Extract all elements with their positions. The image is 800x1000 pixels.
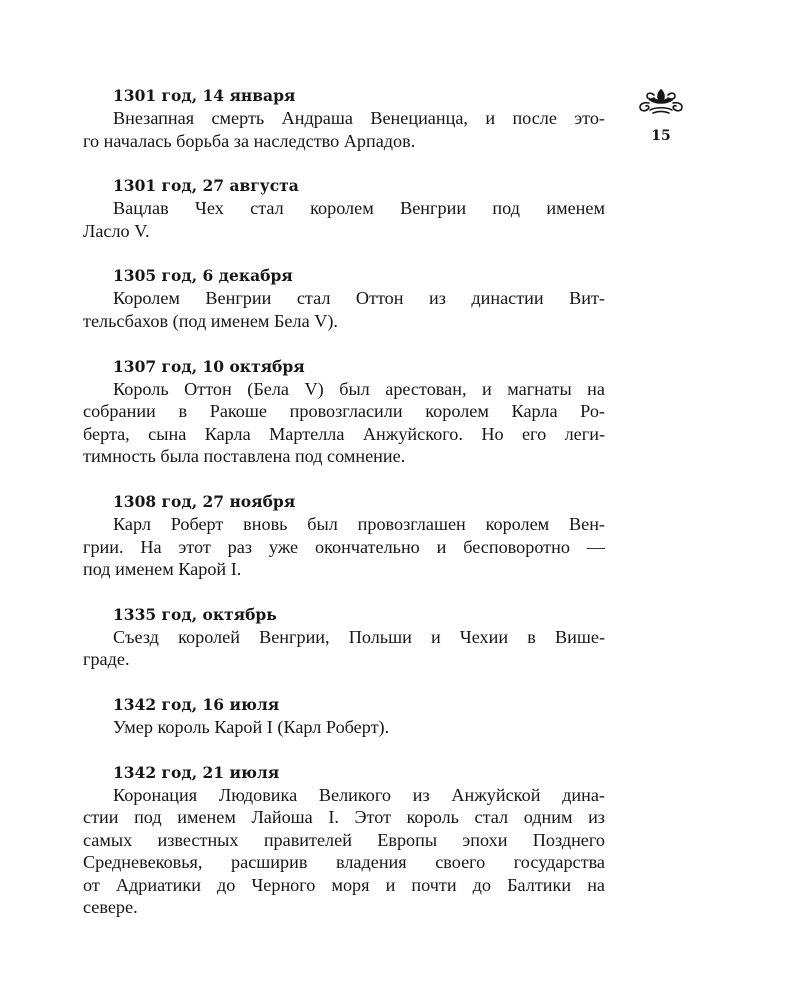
chronology-entry (83, 264, 605, 332)
entry-text-line: Королем Венгрии стал Оттон из династии Вит- (113, 288, 605, 309)
entry-text-line: граде. (83, 649, 130, 670)
chronology-entry (83, 355, 605, 468)
page-number: 15 (651, 128, 671, 144)
entry-date: 1301 год, 27 августа (113, 176, 299, 196)
entry-text-line: Вацлав Чех стал королем Венгрии под именем (113, 198, 605, 219)
entry-date: 1305 год, 6 декабря (113, 266, 293, 286)
entry-date: 1342 год, 16 июля (113, 694, 280, 714)
entry-text-line: грии. На этот раз уже окончательно и бесповоротно — (83, 536, 605, 557)
entry-text-line: Внезапная смерть Андраша Венецианца, и после это- (113, 108, 605, 128)
entry-date: 1342 год, 21 июля (113, 762, 280, 782)
floral-ornament-icon (636, 86, 686, 116)
chronology-entry (83, 693, 605, 739)
entry-date: 1301 год, 14 января (113, 86, 296, 105)
entry-text-line: собрании в Ракоше провозгласили королем Карла Ро- (83, 401, 605, 422)
entry-text-line: тельсбахов (под именем Бела V). (83, 310, 338, 331)
entry-text-line: Умер король Карой I (Карл Роберт). (113, 716, 390, 737)
entry-date: 1335 год, октябрь (113, 604, 277, 624)
entry-text-line: Средневековья, расширив владения своего государства (83, 852, 605, 873)
entry-text-line: Коронация Людовика Великого из Анжуйской дина- (113, 784, 605, 805)
chronology-entry (83, 603, 605, 671)
entry-text-line: стии под именем Лайоша I. Этот король стал одним из (83, 807, 605, 828)
entry-text-line: тимность была поставлена под сомнение. (83, 446, 406, 467)
chronology-entry (83, 174, 605, 242)
chronology-entry (83, 490, 605, 581)
entry-text-line: Король Оттон (Бела V) был арестован, и магнаты на (113, 378, 605, 399)
entry-text-line: Съезд королей Венгрии, Польши и Чехии в Више- (113, 626, 605, 647)
entry-text-line: берта, сына Карла Мартелла Анжуйского. Но его леги- (83, 423, 605, 444)
chronology-text (83, 84, 605, 941)
entry-text-line: самых известных правителей Европы эпохи Позднего (83, 829, 605, 850)
chronology-entry (83, 84, 605, 152)
entry-text-line: Карл Роберт вновь был провозглашен королем Вен- (113, 513, 605, 534)
entry-date: 1307 год, 10 октября (113, 356, 305, 376)
chronology-entry (83, 761, 605, 920)
entry-date: 1308 год, 27 ноября (113, 491, 296, 511)
entry-text-line: го началась борьба за наследство Арпадов. (83, 130, 416, 151)
entry-text-line: от Адриатики до Черного моря и почти до Балтики на (83, 874, 605, 895)
entry-text-line: севере. (83, 897, 138, 918)
entry-text-line: Ласло V. (83, 220, 150, 241)
entry-text-line: под именем Карой I. (83, 559, 242, 580)
